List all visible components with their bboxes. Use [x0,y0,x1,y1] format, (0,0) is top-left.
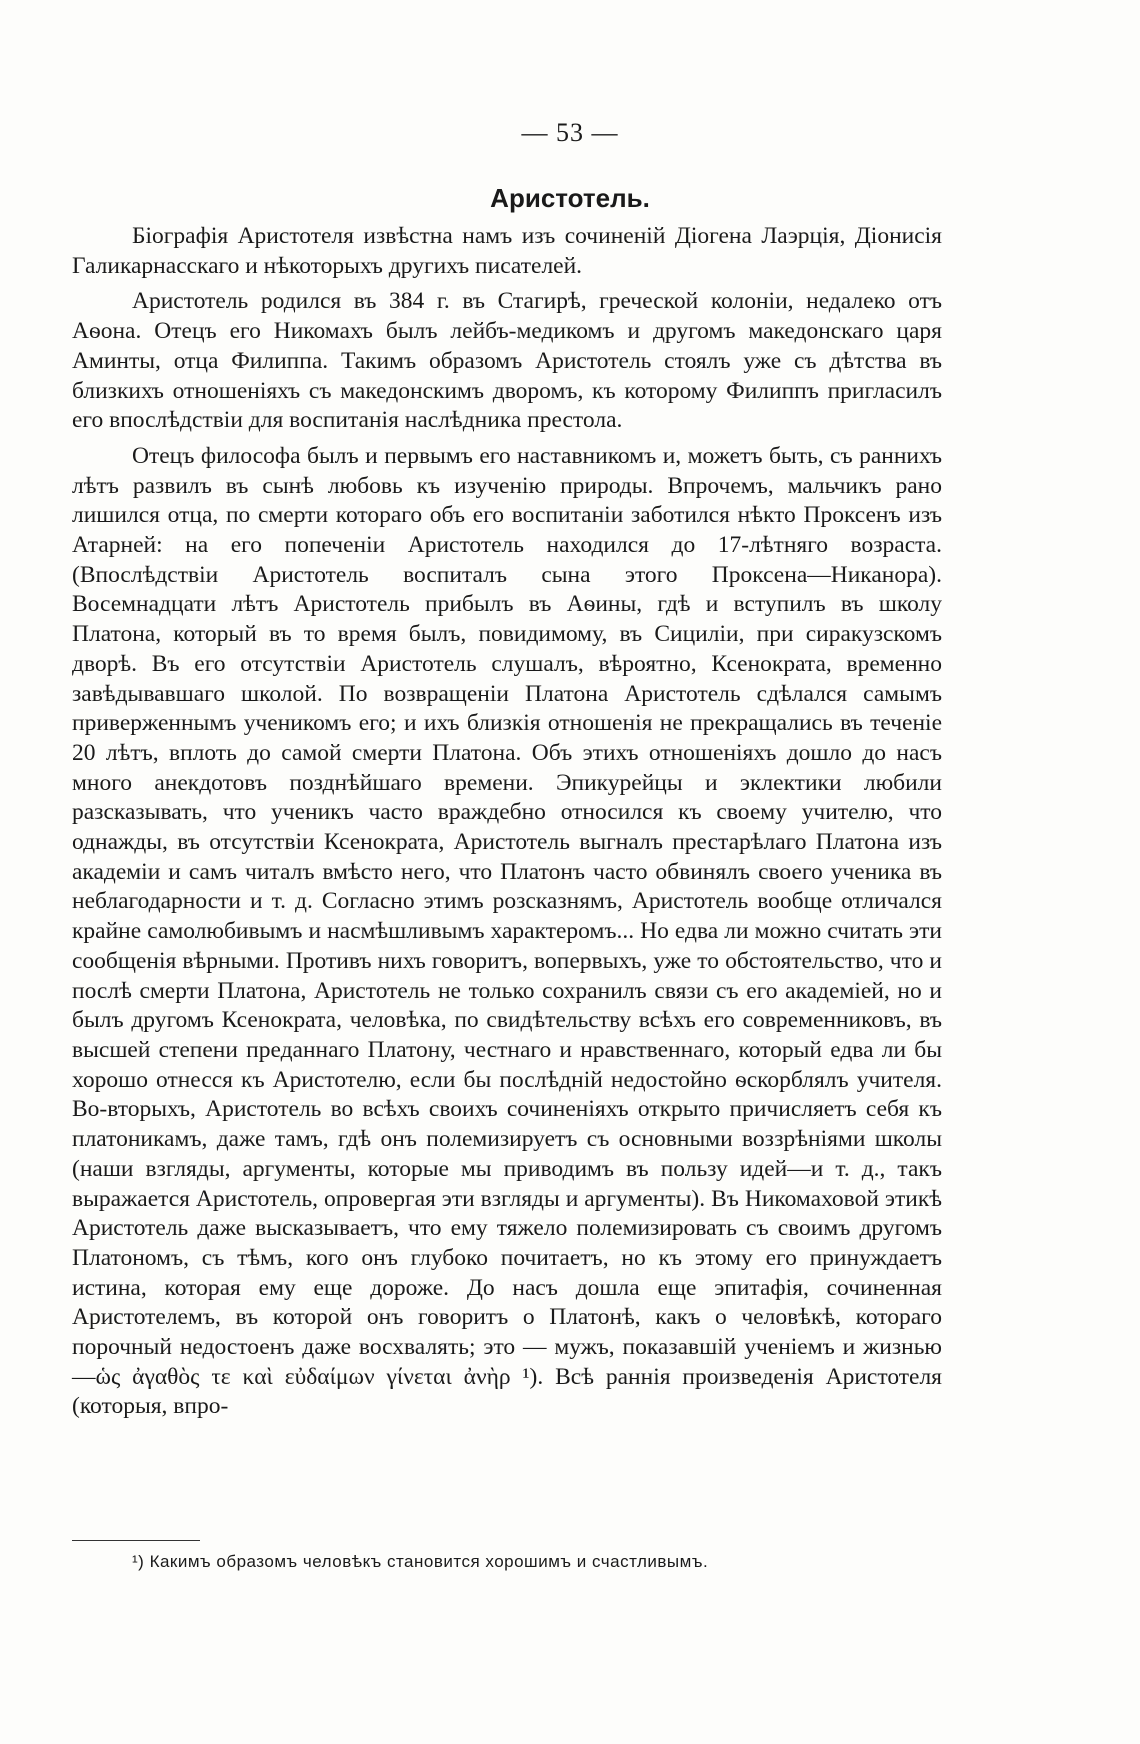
paragraph: Аристотель родился въ 384 г. въ Стагирѣ, греческой колоніи, недалеко отъ Аѳона. Отецъ его Никомахъ былъ лейбъ-медикомъ и другомъ македонскаго царя Аминты, отца Филиппа. Такимъ образомъ Аристотель стоялъ уже съ дѣтства въ близкихъ отношеніяхъ съ македонскимъ дворомъ, къ которому Филиппъ пригласилъ его впослѣдствіи для воспитанія наслѣдника престола. [72,288,942,434]
paragraph: Біографія Аристотеля извѣстна намъ изъ сочиненій Діогена Лаэрція, Діонисія Галикарнасскаго и нѣкоторыхъ другихъ писателей. [72,223,942,279]
page-number: — 53 — [521,118,619,147]
footnote-divider [72,1540,200,1541]
body-text [72,222,942,1428]
chapter-title: Аристотель. [490,183,650,213]
paragraph: Отецъ философа былъ и первымъ его наставникомъ и, можетъ быть, съ раннихъ лѣтъ развилъ въ сынѣ любовь къ изученію природы. Впрочемъ, мальчикъ рано лишился отца, по смерти котораго объ его воспитаніи заботился нѣкто Проксенъ изъ Атарней: на его попеченіи Аристотель находился до 17-лѣтняго возраста. (Впослѣдствіи Аристотель воспиталъ сына этого Проксена—Никанора). Восемнадцати лѣтъ Аристотель прибылъ въ Аѳины, гдѣ и вступилъ въ школу Платона, который въ то время былъ, повидимому, въ Сициліи, при сиракузскомъ дворѣ. Въ его отсутствіи Аристотель слушалъ, вѣроятно, Ксенократа, временно завѣдывавшаго школой. По возвращеніи Платона Аристотель сдѣлался самымъ приверженнымъ ученикомъ его; и ихъ близкія отношенія не прекращались въ теченіе 20 лѣтъ, вплоть до самой смерти Платона. Объ этихъ отношеніяхъ дошло до насъ много анекдотовъ позднѣйшаго времени. Эпикурейцы и эклектики любили разсказывать, что ученикъ часто враждебно относился къ своему учителю, что однажды, въ отсутствіи Ксенократа, Аристотель выгналъ престарѣлаго Платона изъ академіи и самъ читалъ вмѣсто него, что Платонъ часто обвинялъ своего ученика въ неблагодарности и т. д. Согласно этимъ розсказнямъ, Аристотель вообще отличался крайне самолюбивымъ и насмѣшливымъ характеромъ... Но едва ли можно считать эти сообщенія вѣрными. Противъ нихъ говоритъ, вопервыхъ, уже то обстоятельство, что и послѣ смерти Платона, Аристотель не только сохранилъ связи съ его академіей, но и былъ другомъ Ксенократа, человѣка, по свидѣтельству всѣхъ его современниковъ, въ высшей степени преданнаго Платону, честнаго и нравственнаго, который едва ли бы хорошо отнесся къ Аристотелю, если бы послѣдній недостойно ѳскорблялъ учителя. Во-вторыхъ, Аристотель во всѣхъ своихъ сочиненіяхъ открыто причисляетъ себя къ платоникамъ, даже тамъ, гдѣ онъ полемизируетъ съ основными воззрѣніями школы (наши взгляды, аргументы, которые мы приводимъ въ пользу идей—и т. д., такъ выражается Аристотель, опровергая эти взгляды и аргументы). Въ Никомаховой этикѣ Аристотель даже высказываетъ, что ему тяжело полемизировать съ своимъ другомъ Платономъ, съ тѣмъ, кого онъ глубоко почитаетъ, но къ этому его принуждаетъ истина, которая ему еще дороже. До насъ дошла еще эпитафія, сочиненная Аристотелемъ, въ которой онъ говоритъ о Платонѣ, какъ о человѣкѣ, котораго порочный недостоенъ даже восхвалять; это — мужъ, показавшій ученіемъ и жизнью—ὡς ἀγαθὸς τε καὶ εὐδαίμων γίνεται ἀνὴρ ¹). Всѣ раннія произведенія Аристотеля (которыя, впро- [72,442,942,1420]
footnote [132,1552,932,1572]
footnote-text: Какимъ образомъ человѣкъ становится хорошимъ и счастливымъ. [149,1552,709,1571]
footnote-marker: ¹) [132,1552,145,1571]
